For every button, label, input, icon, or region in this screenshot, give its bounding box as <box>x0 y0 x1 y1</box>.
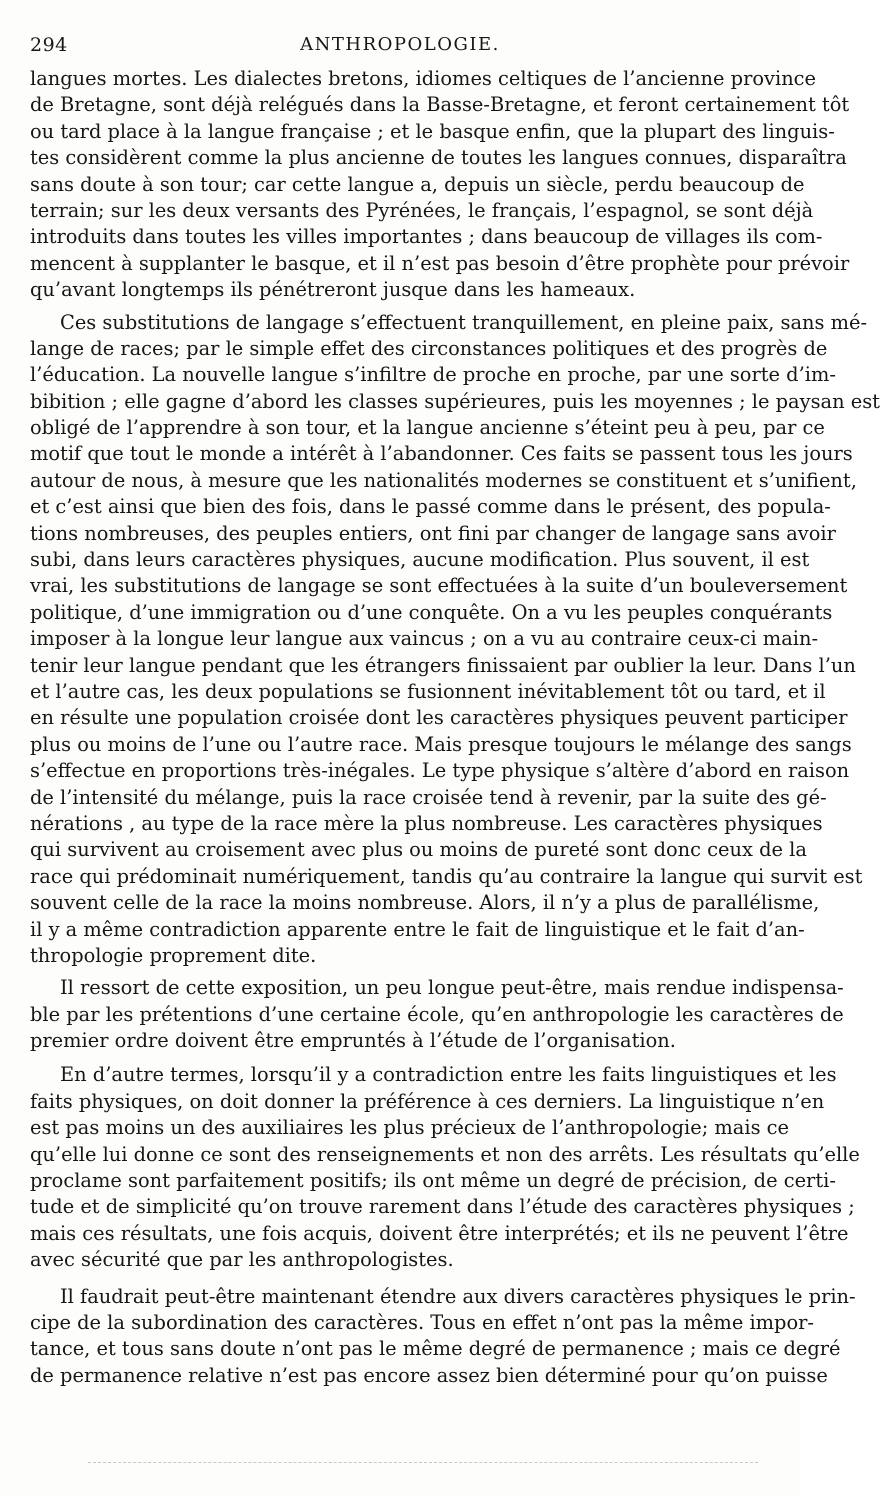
page-number: 294 <box>30 34 68 56</box>
text-line: cipe de la subordination des caractères. Tous en effet n’ont pas la même impor- <box>30 1310 814 1334</box>
paragraph <box>30 975 844 1054</box>
text-line: plus ou moins de l’une ou l’autre race. Mais presque toujours le mélange des sangs <box>30 732 852 756</box>
text-line: qu’elle lui donne ce sont des renseignements et non des arrêts. Les résultats qu’elle <box>30 1142 860 1166</box>
body-text <box>30 66 880 1389</box>
text-line: subi, dans leurs caractères physiques, aucune modification. Plus souvent, il est <box>30 548 810 572</box>
text-line: Il faudrait peut-être maintenant étendre aux divers caractères physiques le prin- <box>60 1284 856 1308</box>
text-line: en résulte une population croisée dont les caractères physiques peuvent participer <box>30 706 848 730</box>
text-line: tance, et tous sans doute n’ont pas le même degré de permanence ; mais ce degré <box>30 1337 841 1361</box>
text-line: de permanence relative n’est pas encore assez bien déterminé pour qu’on puisse <box>30 1363 828 1387</box>
text-line: s’effectue en proportions très-inégales. Le type physique s’altère d’abord en raison <box>30 759 850 783</box>
text-line: Il ressort de cette exposition, un peu longue peut-être, mais rendue indispensa- <box>60 976 844 1000</box>
text-line: de Bretagne, sont déjà relégués dans la Basse-Bretagne, et feront certainement tôt <box>30 93 850 117</box>
text-line: vrai, les substitutions de langage se sont effectuées à la suite d’un bouleversement <box>30 574 848 598</box>
text-line: l’éducation. La nouvelle langue s’infiltre de proche en proche, par une sorte d’im- <box>30 363 836 387</box>
text-line: proclame sont parfaitement positifs; ils ont même un degré de précision, de certi- <box>30 1169 836 1193</box>
text-line: race qui prédominait numériquement, tandis qu’au contraire la langue qui survit est <box>30 864 863 888</box>
text-line: qui survivent au croisement avec plus ou moins de pureté sont donc ceux de la <box>30 838 807 862</box>
text-line: tes considèrent comme la plus ancienne de toutes les langues connues, disparaîtra <box>30 146 847 170</box>
text-line: ou tard place à la langue française ; et le basque enfin, que la plupart des linguis- <box>30 119 835 143</box>
paragraph <box>30 66 850 304</box>
text-line: ble par les prétentions d’une certaine école, qu’en anthropologie les caractères de <box>30 1002 844 1026</box>
paragraph-gap <box>30 1054 770 1062</box>
text-line: nérations , au type de la race mère la plus nombreuse. Les caractères physiques <box>30 811 823 835</box>
text-line: souvent celle de la race la moins nombreuse. Alors, il n’y a plus de parallélisme, <box>30 891 820 915</box>
text-line: thropologie proprement dite. <box>30 943 317 967</box>
text-line: introduits dans toutes les villes importantes ; dans beaucoup de villages ils com- <box>30 225 823 249</box>
text-line: qu’avant longtemps ils pénétreront jusque dans les hameaux. <box>30 278 636 302</box>
running-head <box>30 34 770 58</box>
text-line: obligé de l’apprendre à son tour, et la langue ancienne s’éteint peu à peu, par ce <box>30 416 825 440</box>
text-line: terrain; sur les deux versants des Pyrénées, le français, l’espagnol, se sont déjà <box>30 198 814 222</box>
text-line: bibition ; elle gagne d’abord les classes supérieures, puis les moyennes ; le paysan est <box>30 389 880 413</box>
text-line: avec sécurité que par les anthropologistes. <box>30 1248 454 1272</box>
text-line: autour de nous, à mesure que les nationalités modernes se constituent et s’unifient, <box>30 468 857 492</box>
text-line: faits physiques, on doit donner la préférence à ces derniers. La linguistique n’en <box>30 1089 825 1113</box>
text-line: politique, d’une immigration ou d’une conquête. On a vu les peuples conquérants <box>30 600 833 624</box>
text-line: premier ordre doivent être empruntés à l’étude de l’organisation. <box>30 1029 676 1053</box>
text-line: mencent à supplanter le basque, et il n’est pas besoin d’être prophète pour prévoir <box>30 251 850 275</box>
paragraph <box>30 1062 860 1273</box>
text-line: et c’est ainsi que bien des fois, dans le passé comme dans le présent, des popula- <box>30 495 831 519</box>
text-line: et l’autre cas, les deux populations se fusionnent inévitablement tôt ou tard, et il <box>30 679 826 703</box>
paragraph <box>30 1284 856 1390</box>
text-line: de l’intensité du mélange, puis la race croisée tend à revenir, par la suite des gé- <box>30 785 827 809</box>
text-line: tions nombreuses, des peuples entiers, ont fini par changer de langage sans avoir <box>30 521 836 545</box>
text-line: lange de races; par le simple effet des circonstances politiques et des progrès de <box>30 336 828 360</box>
text-line: langues mortes. Les dialectes bretons, idiomes celtiques de l’ancienne province <box>30 67 817 90</box>
text-line: il y a même contradiction apparente entre le fait de linguistique et le fait d’an- <box>30 917 805 941</box>
text-line: sans doute à son tour; car cette langue a, depuis un siècle, perdu beaucoup de <box>30 172 805 196</box>
text-line: Ces substitutions de langage s’effectuent tranquillement, en pleine paix, sans mé- <box>60 310 868 334</box>
paragraph <box>30 310 880 970</box>
text-line: imposer à la longue leur langue aux vaincus ; on a vu au contraire ceux-ci main- <box>30 627 819 651</box>
text-line: tude et de simplicité qu’on trouve rarement dans l’étude des caractères physiques ; <box>30 1195 855 1219</box>
paragraph-gap <box>30 1274 770 1284</box>
text-line: motif que tout le monde a intérêt à l’abandonner. Ces faits se passent tous les jours <box>30 442 853 466</box>
text-line: tenir leur langue pendant que les étrangers finissaient par oublier la leur. Dans l’un <box>30 653 856 677</box>
text-line: mais ces résultats, une fois acquis, doivent être interprétés; et ils ne peuvent l’être <box>30 1221 849 1245</box>
footer-rule <box>88 1462 758 1463</box>
text-line: est pas moins un des auxiliaires les plus précieux de l’anthropologie; mais ce <box>30 1116 790 1140</box>
text-line: En d’autre termes, lorsqu’il y a contradiction entre les faits linguistiques et les <box>60 1063 837 1087</box>
running-title: ANTHROPOLOGIE. <box>300 34 500 55</box>
